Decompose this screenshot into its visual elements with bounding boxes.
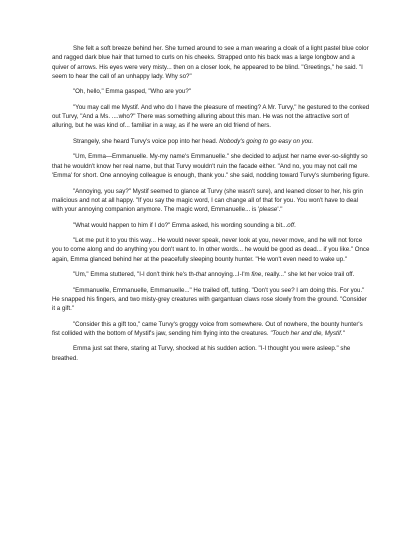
italic-text: fine [251,271,262,279]
paragraph [52,44,370,81]
italic-text: off [287,221,295,229]
document-body [52,44,370,363]
text-run: Emma just sat there, staring at Turvy, shocked at his sudden action. "I-I thought you were asleep." she breathed. [52,345,351,362]
text-run: "Let me put it to you this way... He would never speak, never look at you, never move, and he will not force you to come along and do anything you don't want to. In other words... he would be good as dead... if you like." Once again, Emma glanced behind her at the peacefully sleeping bounty hunter. "He won't even need to wake up." [52,237,370,263]
paragraph [52,320,370,339]
text-run: "Oh, hello," Emma gasped, "Who are you?" [73,88,191,96]
paragraph [52,270,370,279]
text-run: "You may call me Mystif. And who do I have the pleasure of meeting? A Mr. Turvy," he gestured to the conked out Turvy, "And a Ms. ....who?" There was something alluring about this man. He was not the attractive sort of alluring, but he was kind of... familiar in a way, as if he were an old friend of hers. [52,103,370,130]
paragraph [52,137,370,146]
italic-text: please [259,206,278,214]
text-run: "Annoying, you say?" Mystif seemed to glance at Turvy (she wasn't sure), and leaned closer to her, his grin malicious and not at all happy. "If you say the magic word, I can change all of that for you. You won't have to deal with your annoying companion anymore. The magic word, Emmanuelle... is ' [52,187,363,214]
text-run: "Um," Emma stuttered, "I-I don't think he's th- [73,271,196,279]
text-run: , really..." she let her voice trail off. [261,271,355,279]
text-run: Strangely, she heard Turvy's voice pop into her head. [73,137,220,145]
text-run: "Emmanuelle, Emmanuelle, Emmanuelle..." He trailed off, tutting. "Don't you see? I am doing this. For you." He snapped his fingers, and two misty-grey creatures with gargantuan claws rose slowly from the ground. "Consider it a gift." [52,286,367,313]
text-run: . [294,221,296,229]
italic-text: Nobody's going to go easy on you. [219,137,314,145]
text-run: "What would happen to him if I do?" Emma asked, his wording sounding a bit... [73,221,288,229]
text-run: "Consider this a gift too," came Turvy's groggy voice from somewhere. Out of nowhere, the bounty hunter's fist collided with the bottom of Mystif's jaw, sending him flying into the creatures. [52,320,363,337]
paragraph [52,236,370,264]
italic-text: "Touch her and die, Mystif." [270,330,345,337]
text-run: '." [277,206,283,214]
paragraph [52,87,370,96]
paragraph [52,152,370,180]
text-run: "Um, Emma—Emmanuelle. My-my name's Emmanuelle." she decided to adjust her name ever-so-slightly so that he wouldn't know her real name, but that Turvy wouldn't ruin the facade either. "And no, you may not call me 'Emma' for short. One annoying colleague is enough, thank you." she said, nodding toward Turvy's slumbering figure. [52,153,370,180]
paragraph [52,187,370,215]
text-run: annoying...I-I'm [206,271,252,279]
paragraph [52,286,370,314]
text-run: She felt a soft breeze behind her. She turned around to see a man wearing a cloak of a light pastel blue color and ragged dark blue hair that turned to curls on his cheeks. Strapped onto his back was a large longbow and a quiver of arrows. His eyes were very misty... then on a closer look, he appeared to be blind. "Greetings," he said. "I seem to hear the call of an unhappy lady. Why so?" [52,45,369,80]
italic-text: that [195,271,207,279]
paragraph [52,344,370,363]
paragraph [52,221,370,230]
paragraph [52,103,370,131]
